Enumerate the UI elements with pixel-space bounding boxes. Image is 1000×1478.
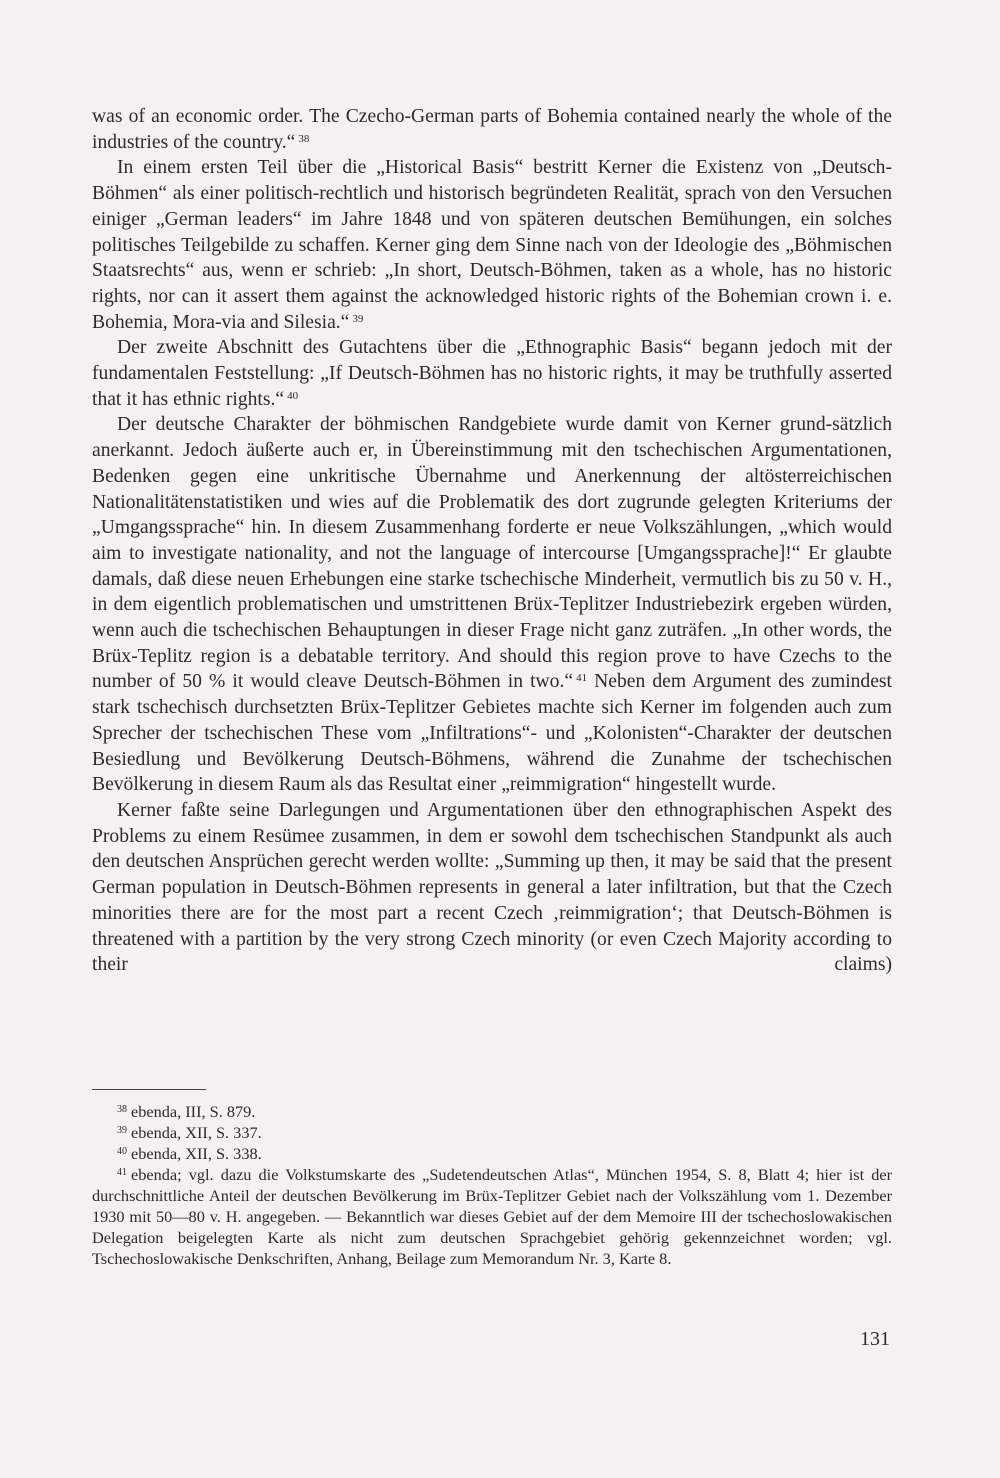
footnote-text: ebenda, XII, S. 337.: [131, 1123, 262, 1142]
footnote-39: [92, 1122, 892, 1143]
page-number: 131: [860, 1328, 890, 1350]
footnote-text: ebenda, XII, S. 338.: [131, 1144, 262, 1163]
paragraph-text: In einem ersten Teil über die „Historical Basis“ bestritt Kerner die Existenz von „Deutsch-Böhmen“ als einer politisch-rechtlich und historisch begründeten Realität, sprach von den Versuchen einiger „German leaders“ im Jahre 1848 und von späteren deutschen Bemühungen, ein solches politisches Teilgebilde zu schaffen. Kerner ging dem Sinne nach von der Ideologie des „Böhmischen Staatsrechts“ aus, wenn er schrieb: „In short, Deutsch-Böhmen, taken as a whole, has no historic rights, nor can it assert them against the acknowledged historic rights of the Bohemian crown i. e. Bohemia, Mora-via and Silesia.“: [92, 157, 892, 333]
footnote-divider: [92, 1089, 206, 1090]
footnote-38: [92, 1101, 892, 1122]
footnote-text: ebenda, III, S. 879.: [131, 1102, 256, 1121]
paragraph-text: Kerner faßte seine Darlegungen und Argumentationen über den ethnographischen Aspekt des Problems zu einem Resümee zusammen, in dem er sowohl dem tschechischen Standpunkt als auch den deutschen Ansprüchen gerecht werden wollte: „Summing up then, it may be said that the present German population in Deutsch-Böhmen represents in general a later infiltration, but that the Czech minorities there are for the most part a recent Czech ‚reimmigration‘; that Deutsch-Böhmen is threatened with a partition by the very strong Czech minority (or even Czech Majority according to their claims): [92, 799, 892, 976]
footnote-ref: 38: [298, 132, 310, 145]
footnote-number: 38: [117, 1104, 127, 1115]
paragraph-text: Der deutsche Charakter der böhmischen Randgebiete wurde damit von Kerner grund-sätzlich anerkannt. Jedoch äußerte auch er, in Übereinstimmung mit den tschechischen Argumentationen, Bedenken gegen eine unkritische Übernahme und Anerkennung der altösterreichischen Nationalitätenstatistiken und wies auf die Problematik des dort zugrunde gelegten Kriteriums der „Umgangssprache“ hin. In diesem Zusammenhang forderte er neue Volkszählungen, „which would aim to investigate nationality, and not the language of intercourse [Umgangssprache]!“ Er glaubte damals, daß diese neuen Erhebungen eine starke tschechische Minderheit, vermutlich bis zu 50 v. H., in dem eigentlich problematischen und umstrittenen Brüx-Teplitzer Industriebezirk ergeben würden, wenn auch die tschechischen Behauptungen in dieser Frage nicht ganz zuträfen. „In other words, the Brüx-Teplitz region is a debatable territory. And should this region prove to have Czechs to the number of 50 % it would cleave Deutsch-Böhmen in two.“: [92, 414, 892, 693]
paragraph-text-continued: Neben dem Argument des zumindest stark tschechisch durchsetzten Brüx-Teplitzer Gebietes machte sich Kerner im folgenden auch zum Sprecher der tschechischen These vom „Infiltrations“- und „Kolonisten“-Charakter der deutschen Besiedlung und Bevölkerung Deutsch-Böhmens, während die Zunahme der tschechischen Bevölkerung in diesem Raum als das Resultat einer „reimmigration“ hingestellt wurde.: [92, 671, 892, 796]
paragraph-3: [92, 335, 892, 412]
footnote-number: 40: [117, 1146, 127, 1157]
paragraph-2: [92, 155, 892, 335]
footnote-ref: 40: [287, 389, 299, 402]
paragraph-5: [92, 798, 892, 978]
footnote-number: 39: [117, 1125, 127, 1136]
body-text: [92, 104, 892, 978]
paragraph-1: [92, 104, 892, 155]
paragraph-text: Der zweite Abschnitt des Gutachtens über die „Ethnographic Basis“ begann jedoch mit der fundamentalen Feststellung: „If Deutsch-Böhmen has no historic rights, it may be truthfully asserted that it has ethnic rights.“: [92, 337, 892, 410]
paragraph-text: was of an economic order. The Czecho-German parts of Bohemia contained nearly the whole of the industries of the country.“: [92, 106, 892, 153]
footnote-number: 41: [117, 1167, 127, 1178]
footnotes: [92, 1101, 892, 1269]
footnote-ref: 41: [576, 672, 588, 685]
paragraph-4: [92, 412, 892, 798]
footnote-ref: 39: [352, 312, 364, 325]
footnote-40: [92, 1143, 892, 1164]
footnote-text: ebenda; vgl. dazu die Volkstumskarte des „Sudetendeutschen Atlas“, München 1954, S. 8, Blatt 4; hier ist der durchschnittliche Anteil der deutschen Bevölkerung im Brüx-Teplitzer Gebiet nach der Volkszählung vom 1. Dezember 1930 mit 50—80 v. H. angegeben. — Bekanntlich war dieses Gebiet auf der dem Memoire III der tschechoslowakischen Delegation beigelegten Karte als nicht zum deutschen Sprachgebiet gehörig gekennzeichnet worden; vgl. Tschechoslowakische Denkschriften, Anhang, Beilage zum Memorandum Nr. 3, Karte 8.: [92, 1165, 892, 1268]
footnote-41: [92, 1164, 892, 1269]
